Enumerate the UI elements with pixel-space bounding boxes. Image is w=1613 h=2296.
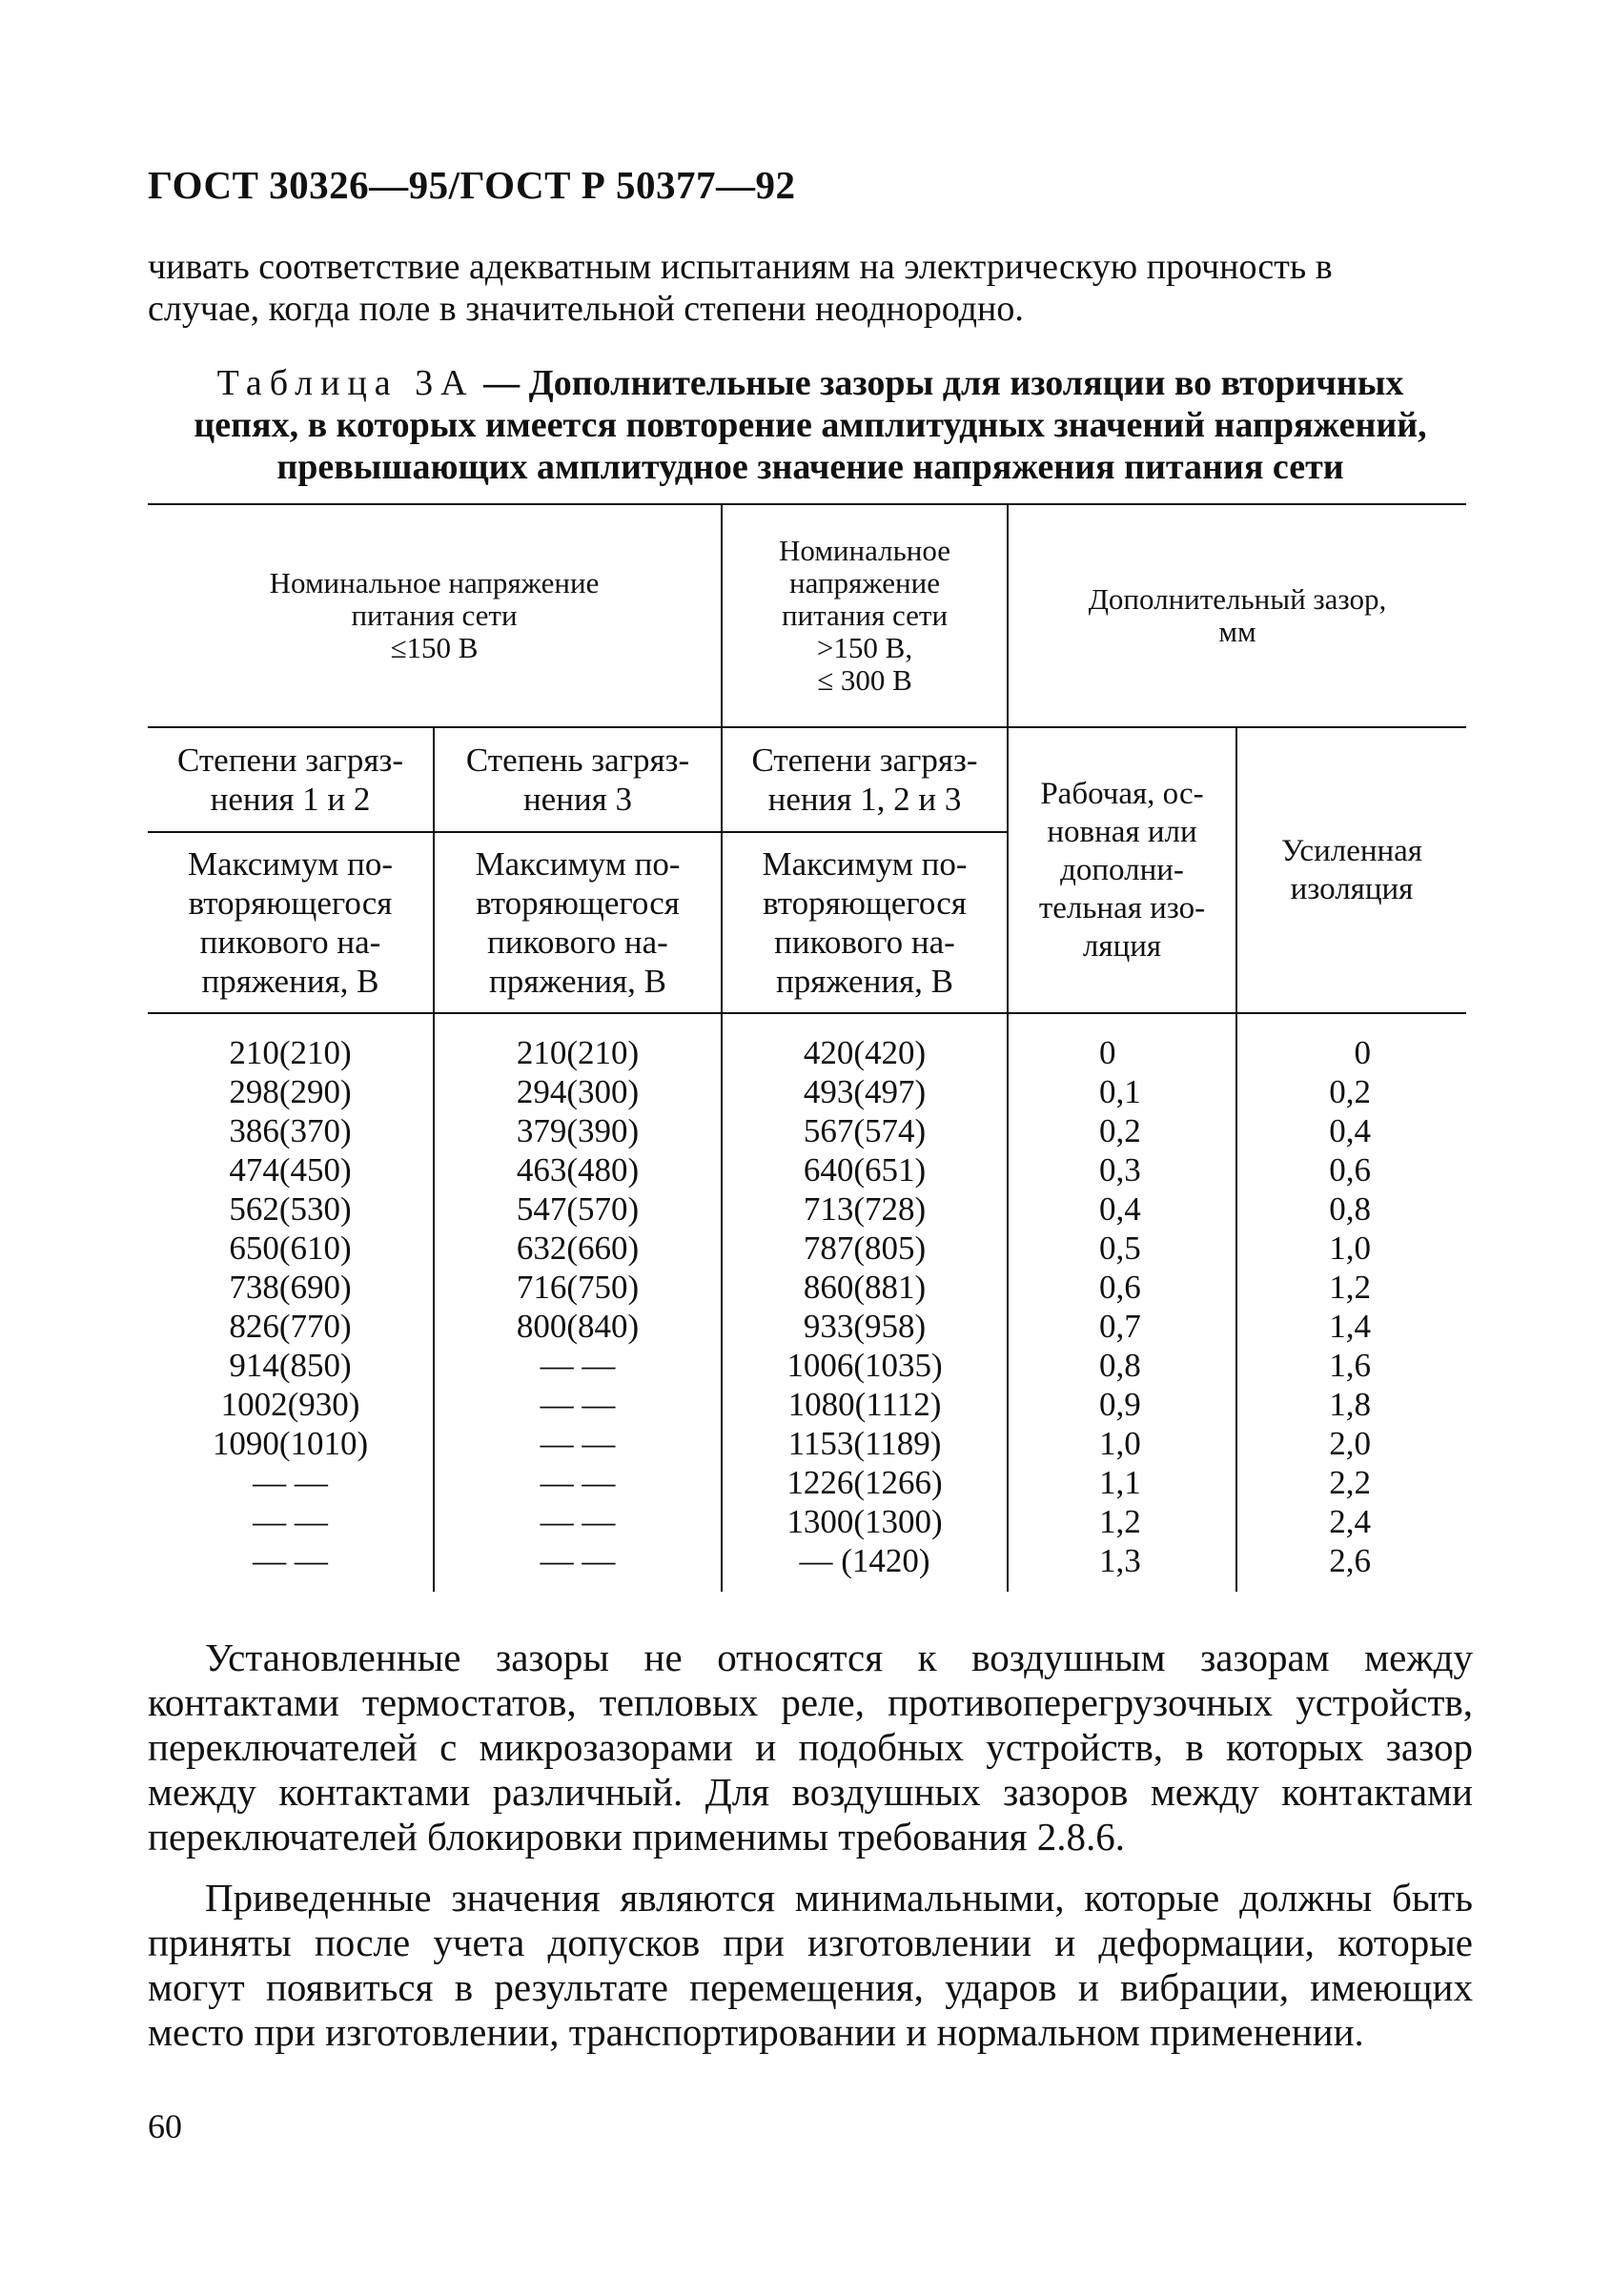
header-text: питания сети xyxy=(351,599,518,632)
header-text: нения 1 и 2 xyxy=(210,781,371,818)
table-cell: 713(728) xyxy=(803,1190,927,1228)
header-text: Степени загряз- xyxy=(177,742,403,779)
header-text: тельная изо- xyxy=(1038,891,1206,925)
table-cell: 567(574) xyxy=(803,1112,927,1149)
table-cell: 298(290) xyxy=(229,1073,352,1110)
table-cell: 1080(1112) xyxy=(787,1386,942,1423)
header-text: мм xyxy=(1218,615,1256,648)
table-cell: 294(300) xyxy=(516,1073,640,1110)
caption-line-3: превышающих амплитудное значение напряжения питания сети xyxy=(276,447,1344,487)
peak-voltage-header-c3 xyxy=(722,832,1008,1013)
table-cell: 0,8 xyxy=(1329,1190,1371,1228)
header-text: дополни- xyxy=(1060,853,1184,887)
header-basic-insulation xyxy=(1008,727,1236,1013)
table-cell: 1090(1010) xyxy=(212,1425,369,1462)
peak-voltage-header-c2 xyxy=(434,832,722,1013)
table-cell: 738(690) xyxy=(229,1269,352,1306)
table-cell: 1002(930) xyxy=(220,1386,360,1423)
table-label: Таблица 3А xyxy=(216,363,475,403)
header-text: Максимум по- xyxy=(187,845,394,883)
table-cell: 1,1 xyxy=(1099,1464,1141,1501)
header-text: >150 В, xyxy=(816,631,913,664)
data-column-c5 xyxy=(1236,1013,1466,1592)
table-cell: — — xyxy=(540,1425,616,1462)
pollution-header-1-2 xyxy=(148,727,434,832)
header-text: ≤150 В xyxy=(390,631,479,664)
intro-line-1: чивать соответствие адекватным испытаниям на электрическую прочность в xyxy=(148,247,1333,287)
header-text: Усиленная xyxy=(1281,834,1422,868)
header-text: Номинальное напряжение xyxy=(269,566,600,599)
table-cell: 1,3 xyxy=(1099,1542,1141,1579)
table-cell: — — xyxy=(540,1542,616,1579)
table-cell: 1153(1189) xyxy=(787,1425,942,1462)
header-text: вторяющегося xyxy=(476,884,680,922)
table-cell: 0 xyxy=(1099,1034,1116,1071)
table-cell: 933(958) xyxy=(803,1308,927,1345)
header-text: нения 1, 2 и 3 xyxy=(767,781,962,818)
header-text: пряжения, В xyxy=(776,963,953,1000)
header-text: пряжения, В xyxy=(489,963,666,1000)
table-cell: — — xyxy=(253,1464,328,1501)
caption-line-1 xyxy=(143,362,1478,404)
table-cell: — (1420) xyxy=(799,1542,930,1579)
table-cell: 1,8 xyxy=(1329,1386,1371,1423)
table-cell: 1300(1300) xyxy=(786,1503,943,1540)
table-cell: 914(850) xyxy=(229,1347,352,1384)
table-cell: 2,2 xyxy=(1329,1464,1371,1501)
table-cell: — — xyxy=(540,1347,616,1384)
document-header: ГОСТ 30326—95/ГОСТ Р 50377—92 xyxy=(148,163,796,207)
data-column-c4 xyxy=(1008,1013,1236,1592)
page-number: 60 xyxy=(148,2107,182,2145)
caption-line-2: цепях, в которых имеется повторение амплитудных значений напряжений, xyxy=(194,405,1427,445)
table-cell: 0,2 xyxy=(1099,1112,1141,1149)
pollution-header-1-2-3 xyxy=(722,727,1008,832)
header-text: новная или xyxy=(1047,815,1197,849)
table-cell: 826(770) xyxy=(229,1308,352,1345)
intro-text xyxy=(148,246,1473,330)
header-text: пикового на- xyxy=(199,924,381,961)
table-cell: 787(805) xyxy=(803,1229,927,1267)
table-cell: 1,0 xyxy=(1329,1229,1371,1267)
table-cell: 640(651) xyxy=(803,1151,927,1189)
table-cell: 1,4 xyxy=(1329,1308,1371,1345)
data-column-c2 xyxy=(434,1013,722,1592)
clearance-table xyxy=(148,503,1466,1592)
caption-title-part-1: — Дополнительные зазоры для изоляции во вторичных xyxy=(483,363,1404,403)
group-header-low-voltage xyxy=(148,504,722,727)
table-cell: 0 xyxy=(1354,1034,1371,1071)
table-cell: 1,2 xyxy=(1099,1503,1141,1540)
table-cell: 860(881) xyxy=(803,1269,927,1306)
header-text: Максимум по- xyxy=(762,845,968,883)
pollution-header-3 xyxy=(434,727,722,832)
paragraph-clearances-note: Установленные зазоры не относятся к воздушным зазорам между контактами термостатов, тепловых реле, противоперегрузочных устройств, переключателей с микрозазорами и подобных устройств, в которых зазор между контактами различный. Для воздушных зазоров между контактами переключателей блокировки применимы требования 2.8.6. xyxy=(148,1636,1473,1859)
table-cell: 562(530) xyxy=(229,1190,352,1228)
table-cell: — — xyxy=(540,1503,616,1540)
table-cell: 0,6 xyxy=(1329,1151,1371,1189)
header-text: пикового на- xyxy=(487,924,668,961)
table-cell: 474(450) xyxy=(229,1151,352,1189)
table-cell: 800(840) xyxy=(516,1308,640,1345)
table-cell: 0,9 xyxy=(1099,1386,1141,1423)
table-cell: 2,0 xyxy=(1329,1425,1371,1462)
table-cell: 210(210) xyxy=(229,1034,352,1071)
table-cell: 463(480) xyxy=(516,1151,640,1189)
table-cell: 0,5 xyxy=(1099,1229,1141,1267)
table-cell: 493(497) xyxy=(803,1073,927,1110)
table-cell: 1,6 xyxy=(1329,1347,1371,1384)
group-header-row xyxy=(148,504,1466,727)
header-text: Максимум по- xyxy=(475,845,681,883)
table-cell: — — xyxy=(253,1503,328,1540)
header-text: питания сети xyxy=(781,599,949,632)
table-cell: 1,2 xyxy=(1329,1269,1371,1306)
header-text: Рабочая, ос- xyxy=(1040,777,1204,811)
header-text: вторяющегося xyxy=(763,884,967,922)
header-text: Дополнительный зазор, xyxy=(1088,582,1387,616)
table-caption xyxy=(143,362,1478,488)
table-cell: 0,6 xyxy=(1099,1269,1141,1306)
table-cell: 632(660) xyxy=(516,1229,640,1267)
header-text: ляция xyxy=(1082,929,1162,964)
table-cell: — — xyxy=(540,1464,616,1501)
table-cell: 0,3 xyxy=(1099,1151,1141,1189)
table-cell: 210(210) xyxy=(516,1034,640,1071)
table-cell: 716(750) xyxy=(516,1269,640,1306)
table-cell: 1226(1266) xyxy=(786,1464,943,1501)
table-cell: 2,4 xyxy=(1329,1503,1371,1540)
group-header-clearance xyxy=(1008,504,1466,727)
table-cell: — — xyxy=(540,1386,616,1423)
header-text: изоляция xyxy=(1290,872,1414,906)
header-text: Номинальное xyxy=(779,534,950,567)
data-column-c3 xyxy=(722,1013,1008,1592)
intro-line-2: случае, когда поле в значительной степени неоднородно. xyxy=(148,289,1024,329)
header-text: Степени загряз- xyxy=(751,742,978,779)
table-cell: 2,6 xyxy=(1329,1542,1371,1579)
header-text: вторяющегося xyxy=(188,884,393,922)
header-text: пикового на- xyxy=(774,924,955,961)
data-column-c1 xyxy=(148,1013,434,1592)
pollution-header-row xyxy=(148,727,1466,832)
table-cell: 0,1 xyxy=(1099,1073,1141,1110)
peak-voltage-header-c1 xyxy=(148,832,434,1013)
header-text: напряжение xyxy=(789,566,940,599)
table-cell: 547(570) xyxy=(516,1190,640,1228)
header-text: ≤ 300 В xyxy=(817,663,912,697)
header-text: пряжения, В xyxy=(201,963,379,1000)
table-cell: 1006(1035) xyxy=(786,1347,943,1384)
paragraph-minimum-values: Приведенные значения являются минимальными, которые должны быть приняты после учета допусков при изготовлении и деформации, которые могут появиться в результате перемещения, ударов и вибрации, имеющих место при изготовлении, транспортировании и нормальном применении. xyxy=(148,1876,1473,2054)
table-cell: 0,4 xyxy=(1329,1112,1371,1149)
table-cell: 0,2 xyxy=(1329,1073,1371,1110)
table-data-row xyxy=(148,1013,1466,1592)
table-cell: 379(390) xyxy=(516,1112,640,1149)
header-text: Степень загряз- xyxy=(465,742,690,779)
table-cell: 0,4 xyxy=(1099,1190,1141,1228)
table-cell: 0,8 xyxy=(1099,1347,1141,1384)
table-cell: 1,0 xyxy=(1099,1425,1141,1462)
table-cell: 0,7 xyxy=(1099,1308,1141,1345)
header-reinforced-insulation xyxy=(1236,727,1466,1013)
table-cell: 420(420) xyxy=(803,1034,927,1071)
table-cell: — — xyxy=(253,1542,328,1579)
group-header-high-voltage xyxy=(722,504,1008,727)
table-cell: 386(370) xyxy=(229,1112,352,1149)
table-cell: 650(610) xyxy=(229,1229,352,1267)
header-text: нения 3 xyxy=(522,781,633,818)
